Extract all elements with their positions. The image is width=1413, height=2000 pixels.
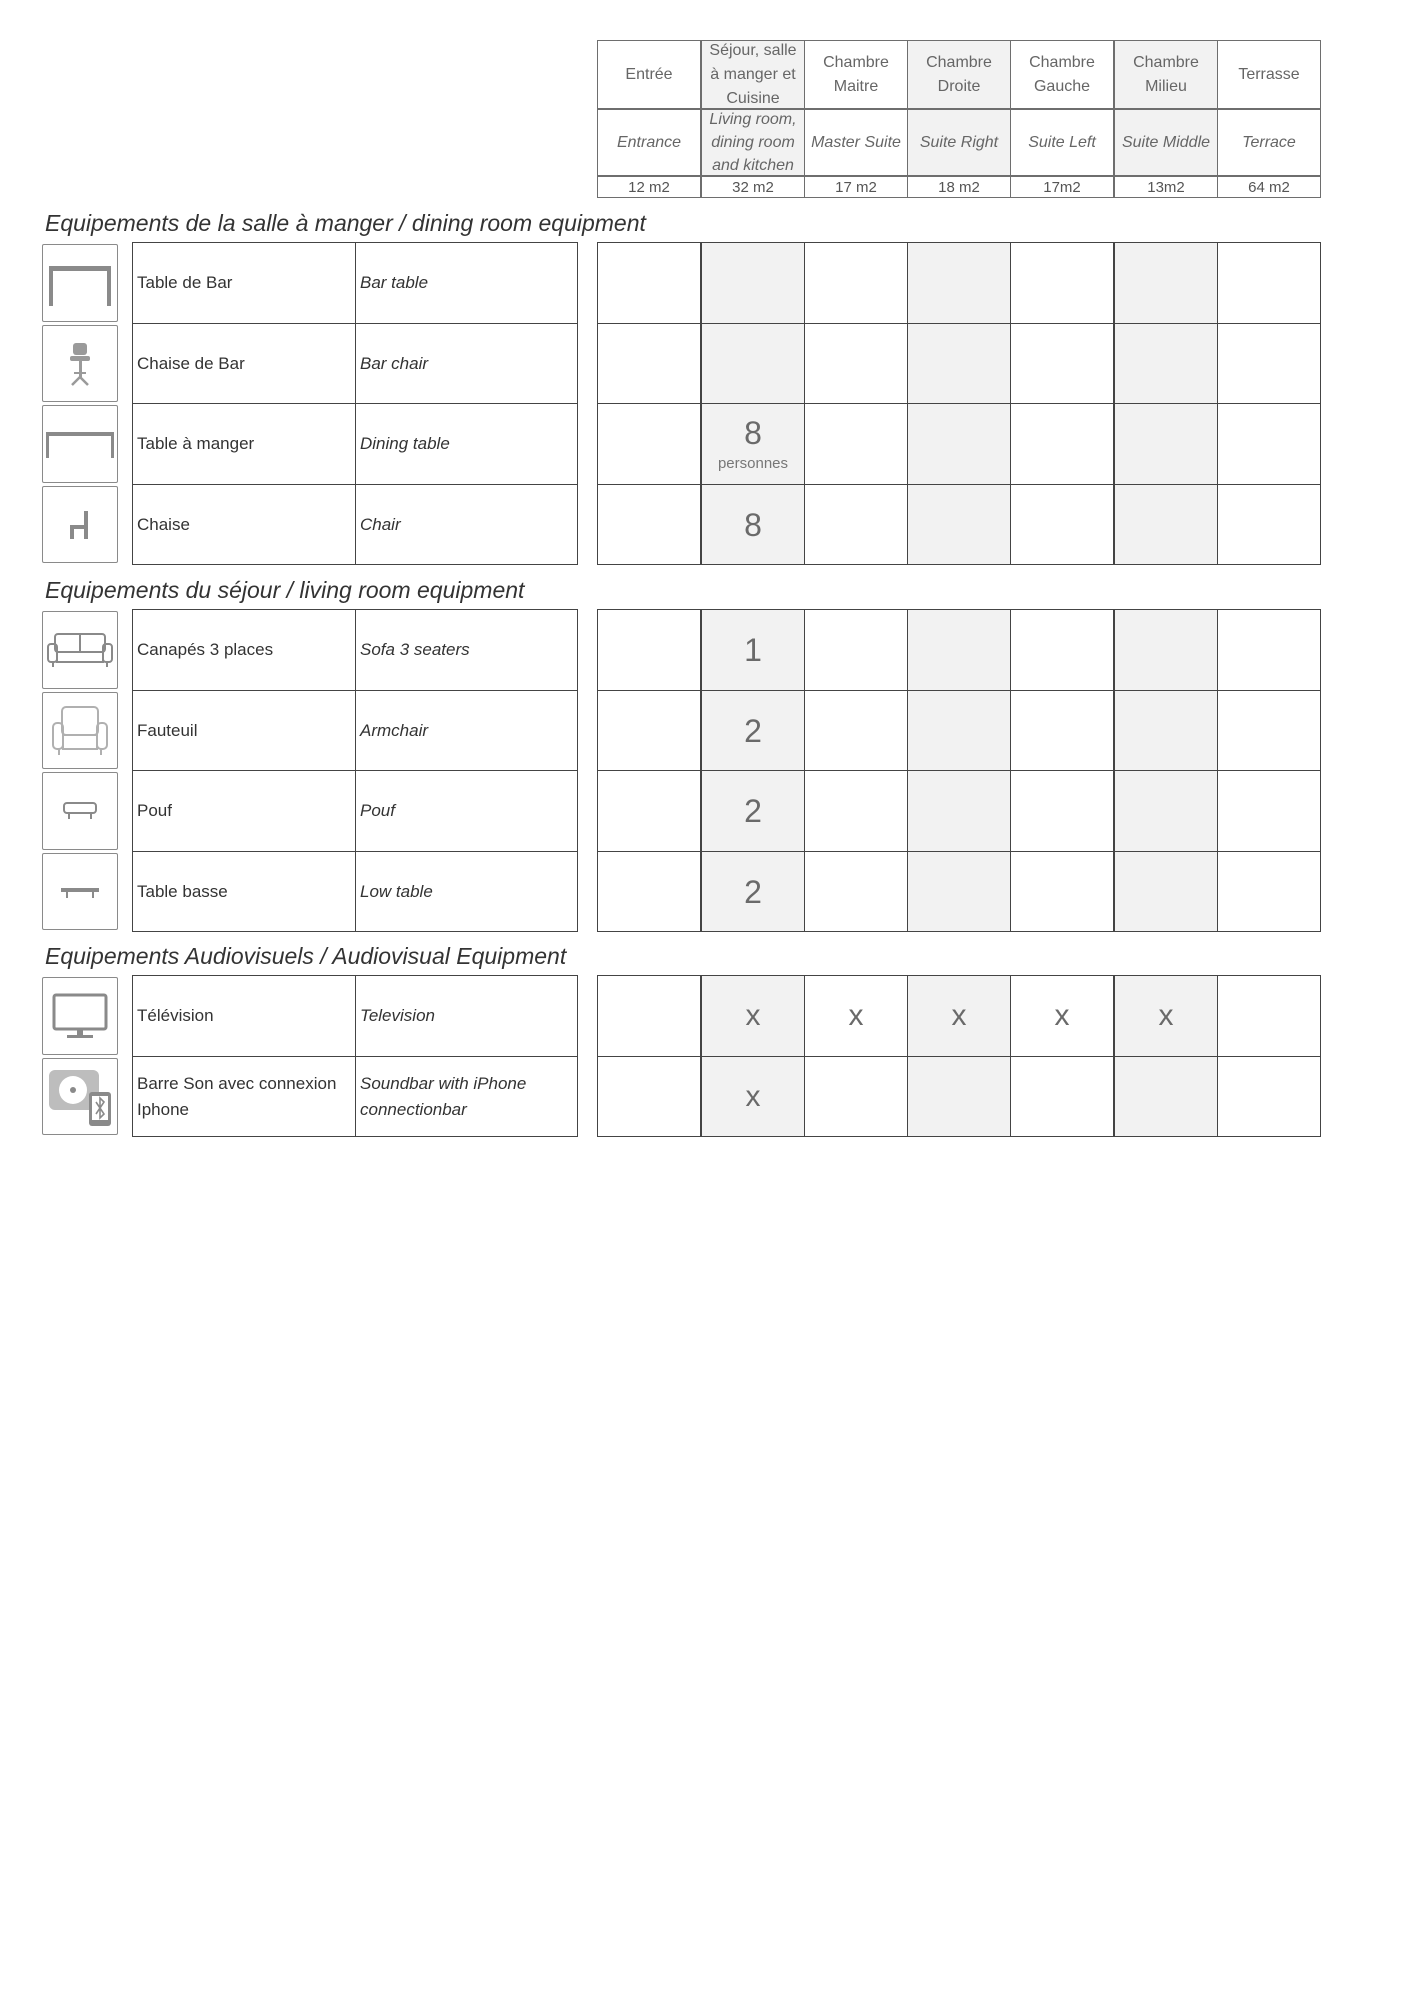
room-name-en: Entrance (597, 109, 701, 176)
quantity-cell (804, 242, 908, 324)
item-name-en: Television (355, 975, 578, 1057)
quantity-cell (701, 323, 805, 404)
quantity-cell (701, 690, 805, 771)
room-area: 18 m2 (907, 176, 1011, 198)
quantity-cell (907, 690, 1011, 771)
quantity-cell (804, 975, 908, 1057)
dining-table-icon-frame (42, 405, 118, 483)
quantity-cell (1114, 242, 1218, 324)
quantity-cell (597, 1056, 701, 1137)
quantity-cell (804, 484, 908, 565)
item-name-fr: Barre Son avec connexion Iphone (132, 1056, 356, 1137)
room-area: 32 m2 (701, 176, 805, 198)
quantity-cell (597, 403, 701, 485)
bar-chair-icon-frame (42, 325, 118, 402)
soundbar-iphone-icon-frame (42, 1058, 118, 1135)
room-area: 12 m2 (597, 176, 701, 198)
quantity-cell (1114, 851, 1218, 932)
room-name-fr: Séjour, salle à manger et Cuisine (701, 40, 805, 109)
quantity-cell (597, 975, 701, 1057)
quantity-cell (701, 1056, 805, 1137)
quantity-cell (1114, 484, 1218, 565)
quantity-value: 8 (744, 414, 762, 451)
section-title: Equipements Audiovisuels / Audiovisual Equipment (45, 943, 567, 969)
quantity-cell (1010, 690, 1114, 771)
room-name-en: Suite Right (907, 109, 1011, 176)
armchair-icon-frame (42, 692, 118, 769)
quantity-cell (907, 484, 1011, 565)
bar-table-icon (45, 258, 115, 308)
quantity-cell (804, 609, 908, 691)
quantity-value: 1 (744, 632, 762, 668)
room-name-en: Master Suite (804, 109, 908, 176)
quantity-cell (907, 403, 1011, 485)
quantity-cell (804, 770, 908, 852)
room-name-fr: Chambre Droite (907, 40, 1011, 109)
room-name-en: Suite Middle (1114, 109, 1218, 176)
armchair-icon (50, 703, 110, 759)
quantity-cell (1217, 770, 1321, 852)
quantity-cell (804, 403, 908, 485)
low-table-icon-frame (42, 853, 118, 930)
item-name-fr: Table basse (132, 851, 356, 932)
quantity-cell (1217, 609, 1321, 691)
chair-icon (60, 505, 100, 545)
quantity-cell (1114, 403, 1218, 485)
pouf-icon (60, 799, 100, 823)
television-icon-frame (42, 977, 118, 1055)
room-name-fr: Entrée (597, 40, 701, 109)
quantity-cell (1010, 1056, 1114, 1137)
room-name-fr: Chambre Milieu (1114, 40, 1218, 109)
quantity-cell (597, 242, 701, 324)
section-title: Equipements de la salle à manger / dining room equipment (45, 210, 646, 236)
quantity-cell (1114, 770, 1218, 852)
quantity-cell (907, 609, 1011, 691)
room-area: 64 m2 (1217, 176, 1321, 198)
quantity-cell (1114, 609, 1218, 691)
quantity-cell (1010, 323, 1114, 404)
bar-chair-icon (60, 339, 100, 389)
quantity-cell (1010, 484, 1114, 565)
quantity-cell (1114, 690, 1218, 771)
chair-icon-frame (42, 486, 118, 563)
soundbar-iphone-icon (45, 1064, 115, 1130)
quantity-cell (1217, 975, 1321, 1057)
quantity-cell (701, 975, 805, 1057)
room-name-fr: Chambre Maitre (804, 40, 908, 109)
low-table-icon (58, 882, 102, 902)
quantity-value: 2 (744, 793, 762, 829)
quantity-cell (907, 242, 1011, 324)
quantity-cell (597, 690, 701, 771)
quantity-cell (1010, 609, 1114, 691)
item-name-en: Bar table (355, 242, 578, 324)
room-area: 13m2 (1114, 176, 1218, 198)
room-name-fr: Chambre Gauche (1010, 40, 1114, 109)
item-name-en: Armchair (355, 690, 578, 771)
dining-table-icon (44, 424, 116, 464)
quantity-cell (1217, 242, 1321, 324)
room-area: 17m2 (1010, 176, 1114, 198)
quantity-value: x (951, 999, 967, 1032)
item-name-en: Low table (355, 851, 578, 932)
quantity-cell (701, 242, 805, 324)
quantity-value: x (1054, 999, 1070, 1032)
quantity-cell (597, 851, 701, 932)
item-name-fr: Chaise (132, 484, 356, 565)
item-name-fr: Télévision (132, 975, 356, 1057)
quantity-cell (804, 690, 908, 771)
quantity-value: x (745, 1079, 761, 1113)
quantity-value: 2 (744, 712, 762, 749)
item-name-fr: Pouf (132, 770, 356, 852)
item-name-fr: Table à manger (132, 403, 356, 485)
quantity-cell (1217, 1056, 1321, 1137)
quantity-cell (1010, 242, 1114, 324)
room-area: 17 m2 (804, 176, 908, 198)
room-name-en: Terrace (1217, 109, 1321, 176)
item-name-fr: Canapés 3 places (132, 609, 356, 691)
item-name-fr: Table de Bar (132, 242, 356, 324)
item-name-en: Chair (355, 484, 578, 565)
quantity-cell (1217, 851, 1321, 932)
bar-table-icon-frame (42, 244, 118, 322)
quantity-cell (907, 975, 1011, 1057)
quantity-cell (701, 484, 805, 565)
quantity-cell (804, 851, 908, 932)
quantity-cell (1217, 690, 1321, 771)
television-icon (51, 992, 109, 1040)
quantity-cell (907, 323, 1011, 404)
quantity-value: x (1158, 999, 1174, 1032)
quantity-cell (701, 403, 805, 485)
item-name-fr: Chaise de Bar (132, 323, 356, 404)
item-name-en: Bar chair (355, 323, 578, 404)
quantity-value: 8 (744, 506, 762, 543)
quantity-cell (1010, 770, 1114, 852)
item-name-en: Sofa 3 seaters (355, 609, 578, 691)
quantity-cell (597, 609, 701, 691)
quantity-cell (701, 609, 805, 691)
quantity-cell (597, 770, 701, 852)
item-name-fr: Fauteuil (132, 690, 356, 771)
item-name-en: Dining table (355, 403, 578, 485)
room-name-en: Living room, dining room and kitchen (701, 109, 805, 176)
quantity-cell (804, 323, 908, 404)
section-title: Equipements du séjour / living room equipment (45, 577, 525, 603)
room-name-fr: Terrasse (1217, 40, 1321, 109)
item-name-en: Pouf (355, 770, 578, 852)
quantity-value: x (848, 999, 864, 1032)
quantity-cell (701, 770, 805, 852)
quantity-cell (1114, 1056, 1218, 1137)
room-name-en: Suite Left (1010, 109, 1114, 176)
quantity-cell (1114, 975, 1218, 1057)
quantity-cell (701, 851, 805, 932)
sofa-icon (45, 630, 115, 670)
quantity-cell (1010, 403, 1114, 485)
quantity-cell (597, 323, 701, 404)
quantity-unit: personnes (717, 454, 789, 472)
quantity-value: 2 (744, 873, 762, 910)
quantity-cell (1010, 975, 1114, 1057)
quantity-cell (907, 770, 1011, 852)
quantity-cell (804, 1056, 908, 1137)
pouf-icon-frame (42, 772, 118, 850)
quantity-cell (907, 1056, 1011, 1137)
quantity-cell (1217, 484, 1321, 565)
quantity-value: x (745, 999, 761, 1032)
item-name-en: Soundbar with iPhone connectionbar (355, 1056, 578, 1137)
quantity-cell (1114, 323, 1218, 404)
quantity-cell (1010, 851, 1114, 932)
quantity-cell (597, 484, 701, 565)
quantity-cell (907, 851, 1011, 932)
quantity-cell (1217, 403, 1321, 485)
quantity-cell (1217, 323, 1321, 404)
sofa-icon-frame (42, 611, 118, 689)
